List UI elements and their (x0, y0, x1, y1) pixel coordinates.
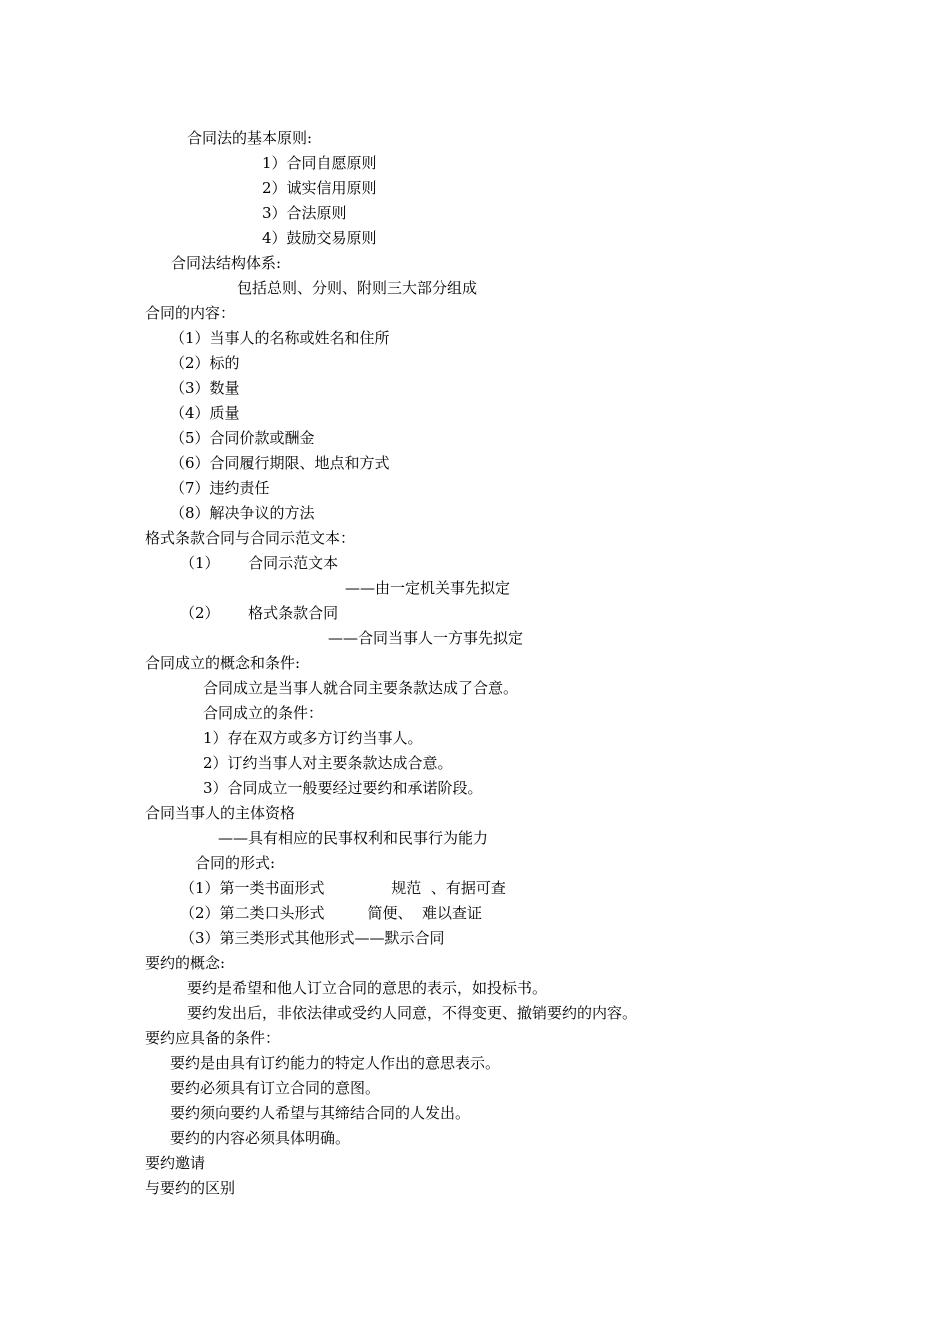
standard-terms-item: （1） 合同示范文本 (180, 554, 339, 572)
content-item: （6）合同履行期限、地点和方式 (170, 454, 390, 472)
principle-item: 1）合同自愿原则 (262, 154, 377, 172)
content-item: （3）数量 (170, 379, 240, 397)
structure-text: 包括总则、分则、附则三大部分组成 (237, 279, 478, 297)
heading-contract-content: 合同的内容： (145, 304, 236, 322)
offer-concept-text: 要约发出后，非依法律或受约人同意，不得变更、撤销要约的内容。 (187, 1004, 638, 1022)
offer-condition-item: 要约的内容必须具体明确。 (170, 1129, 351, 1147)
heading-party-qualification: 合同当事人的主体资格 (145, 804, 296, 822)
heading-offer-concept: 要约的概念: (145, 954, 226, 972)
heading-formation: 合同成立的概念和条件: (145, 654, 301, 672)
offer-condition-item: 要约必须具有订立合同的意图。 (170, 1079, 381, 1097)
principle-item: 4）鼓励交易原则 (262, 229, 377, 247)
offer-concept-text: 要约是希望和他人订立合同的意思的表示，如投标书。 (187, 979, 548, 997)
form-item: （2）第二类口头形式 简便、 难以查证 (180, 904, 482, 922)
principle-item: 2）诚实信用原则 (262, 179, 377, 197)
content-item: （1）当事人的名称或姓名和住所 (170, 329, 390, 347)
heading-standard-terms: 格式条款合同与合同示范文本： (145, 529, 356, 547)
formation-item: 3）合同成立一般要经过要约和承诺阶段。 (203, 779, 483, 797)
content-item: （7）违约责任 (170, 479, 270, 497)
heading-contract-form: 合同的形式: (195, 854, 276, 872)
formation-item: 1）存在双方或多方订约当事人。 (203, 729, 423, 747)
form-item: （3）第三类形式其他形式——默示合同 (180, 929, 445, 947)
form-item: （1）第一类书面形式 规范 、有据可查 (180, 879, 506, 897)
standard-terms-note: ——合同当事人一方事先拟定 (328, 629, 524, 647)
heading-structure: 合同法结构体系: (171, 254, 282, 272)
offer-condition-item: 要约是由具有订约能力的特定人作出的意思表示。 (170, 1054, 501, 1072)
heading-invitation-to-offer: 要约邀请 (145, 1154, 206, 1172)
party-qualification-note: ——具有相应的民事权利和民事行为能力 (218, 829, 489, 847)
heading-basic-principles: 合同法的基本原则: (187, 129, 313, 147)
formation-text: 合同成立的条件： (203, 704, 324, 722)
heading-offer-conditions: 要约应具备的条件： (145, 1029, 281, 1047)
principle-item: 3）合法原则 (262, 204, 347, 222)
content-item: （8）解决争议的方法 (170, 504, 315, 522)
heading-difference: 与要约的区别 (145, 1179, 236, 1197)
standard-terms-item: （2） 格式条款合同 (180, 604, 339, 622)
formation-item: 2）订约当事人对主要条款达成合意。 (203, 754, 453, 772)
standard-terms-note: ——由一定机关事先拟定 (345, 579, 511, 597)
content-item: （4）质量 (170, 404, 240, 422)
formation-text: 合同成立是当事人就合同主要条款达成了合意。 (203, 679, 519, 697)
offer-condition-item: 要约须向要约人希望与其缔结合同的人发出。 (170, 1104, 471, 1122)
content-item: （2）标的 (170, 354, 240, 372)
content-item: （5）合同价款或酬金 (170, 429, 315, 447)
